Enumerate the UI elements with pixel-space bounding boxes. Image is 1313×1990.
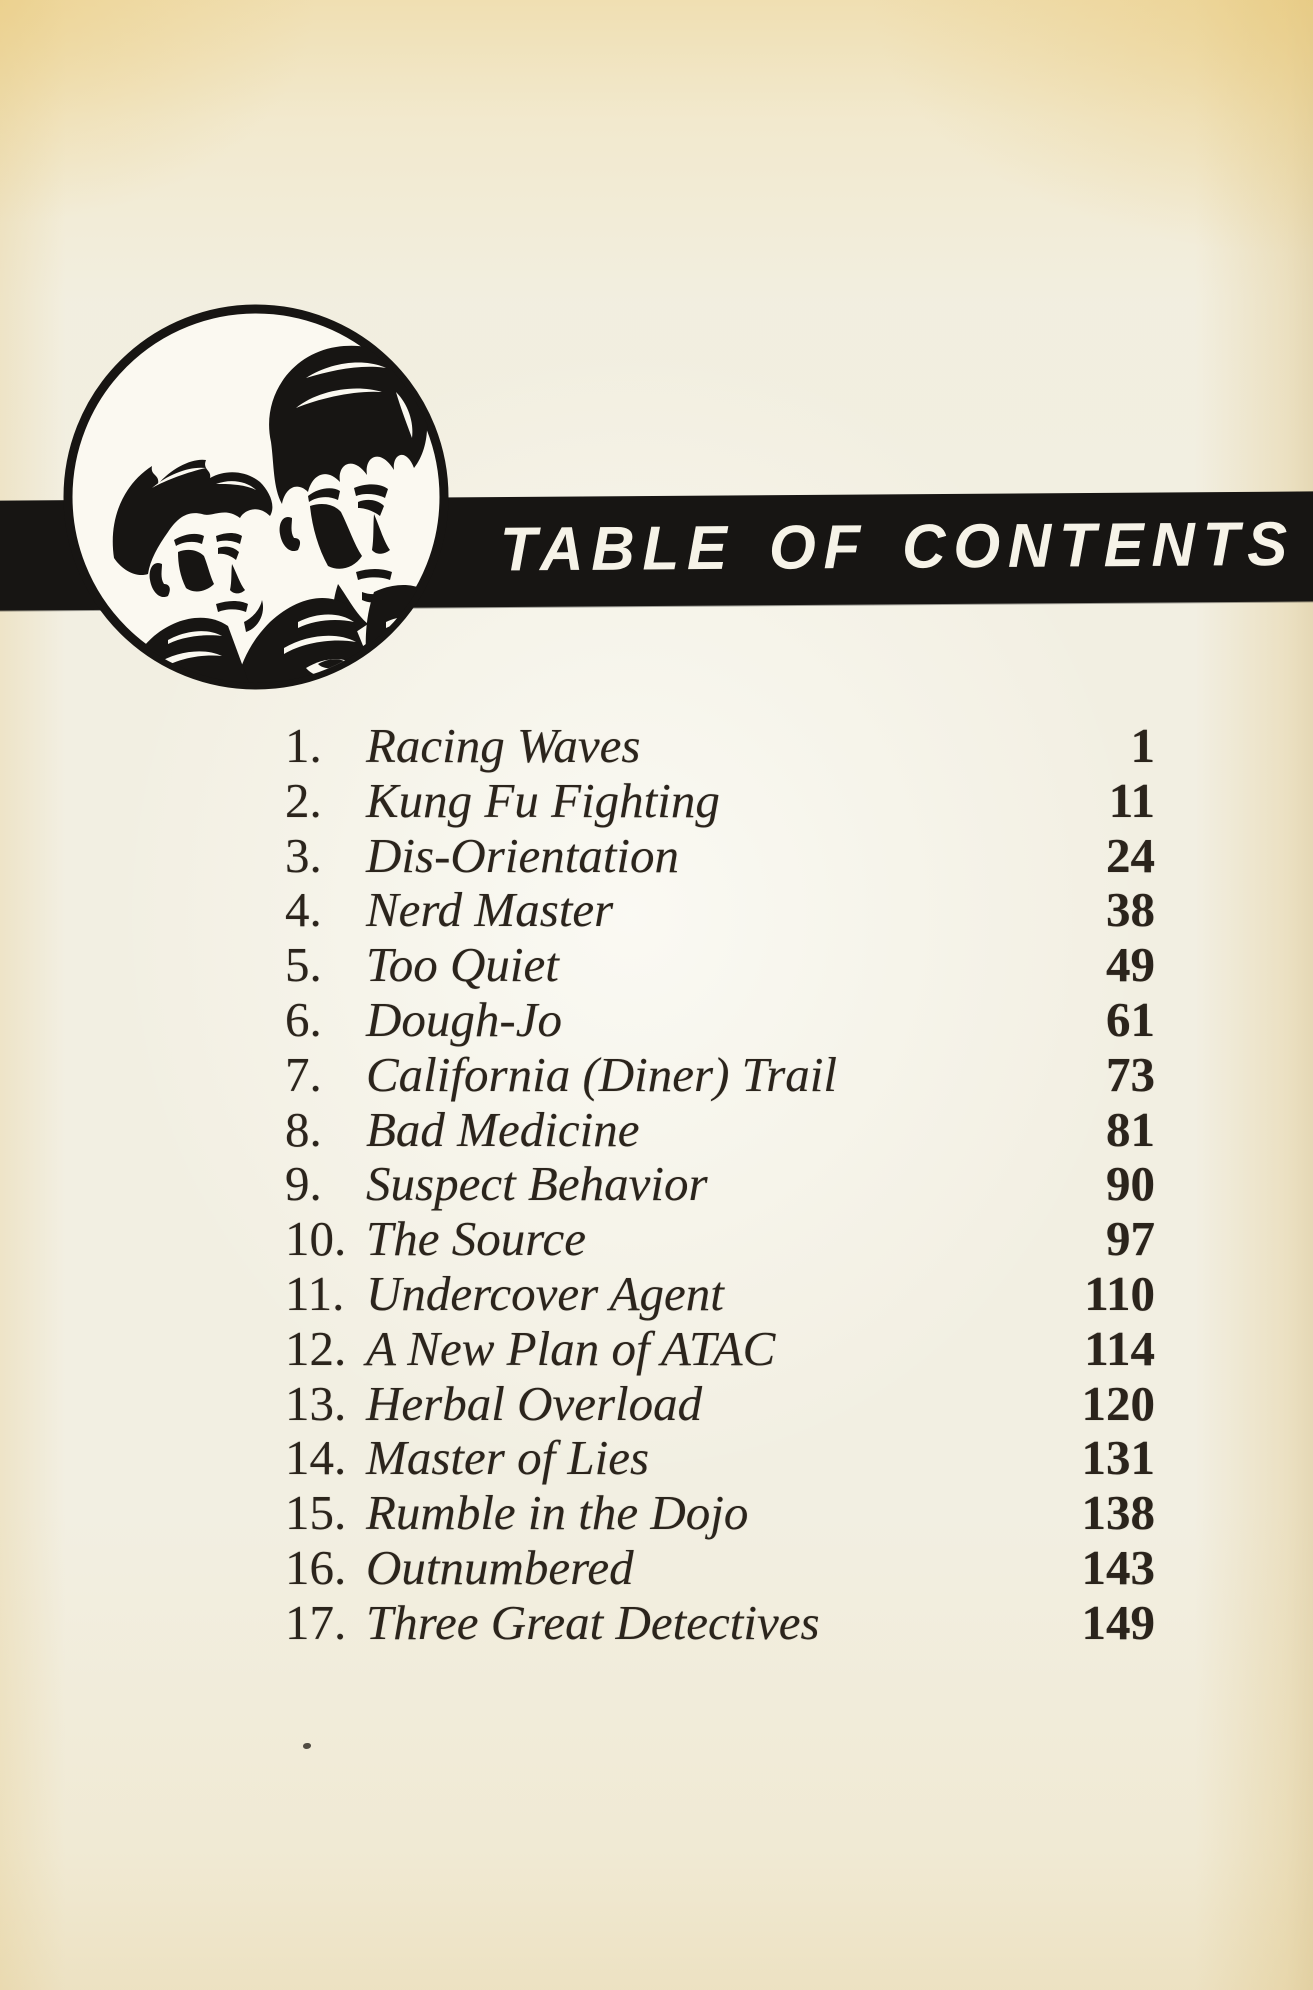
chapter-page-number: 138 [1081,1485,1155,1541]
chapter-number: 8. [285,1101,322,1157]
chapter-number: 6. [285,991,322,1047]
chapter-number: 4. [285,882,322,938]
chapter-page-number: 143 [1081,1539,1155,1595]
chapter-number: 17. [285,1594,347,1650]
toc-row [285,774,1155,829]
chapter-title: A New Plan of ATAC [366,1320,776,1376]
chapter-page-number: 38 [1106,882,1155,938]
chapter-page-number: 131 [1081,1430,1155,1486]
chapter-title: Too Quiet [366,937,559,993]
chapter-page-number: 114 [1084,1320,1155,1376]
chapter-title: Suspect Behavior [366,1156,708,1212]
chapter-page-number: 110 [1084,1265,1155,1321]
chapter-title: California (Diner) Trail [366,1046,838,1102]
chapter-number: 7. [285,1046,322,1102]
toc-row [285,883,1155,938]
chapter-title: The Source [366,1211,586,1267]
chapter-page-number: 11 [1108,772,1155,828]
chapter-title: Outnumbered [366,1539,634,1595]
toc-row [285,829,1155,884]
toc-row [285,1048,1155,1103]
chapter-number: 3. [285,827,322,883]
chapter-number: 15. [285,1485,347,1541]
two-boys-illustration [56,292,456,702]
chapter-title: Nerd Master [366,882,614,938]
chapter-number: 1. [285,718,322,773]
toc-row [285,719,1155,774]
chapter-number: 13. [285,1375,347,1431]
toc-row [285,1596,1155,1651]
toc-row [285,1541,1155,1596]
chapter-page-number: 49 [1106,937,1155,993]
chapter-title: Three Great Detectives [366,1594,820,1650]
chapter-number: 12. [285,1320,347,1376]
chapter-title: Dough-Jo [366,991,562,1047]
toc-row [285,1212,1155,1267]
chapter-number: 10. [285,1211,347,1267]
chapter-page-number: 90 [1106,1156,1155,1212]
table-of-contents-list [285,719,1155,1651]
toc-row [285,1267,1155,1322]
chapter-page-number: 24 [1106,827,1155,883]
toc-row [285,1157,1155,1212]
chapter-title: Racing Waves [366,718,641,773]
chapter-number: 14. [285,1430,347,1486]
chapter-title: Kung Fu Fighting [366,772,720,828]
chapter-page-number: 81 [1106,1101,1155,1157]
chapter-title: Herbal Overload [366,1375,703,1431]
chapter-page-number: 149 [1081,1594,1155,1650]
toc-row [285,1377,1155,1432]
chapter-title: Undercover Agent [366,1265,724,1321]
chapter-page-number: 73 [1106,1046,1155,1102]
chapter-title: Master of Lies [366,1430,650,1486]
chapter-number: 5. [285,937,322,993]
chapter-number: 11. [285,1265,345,1321]
chapter-title: Rumble in the Dojo [366,1485,749,1541]
ink-speck [303,1743,311,1749]
toc-row [285,993,1155,1048]
chapter-page-number: 120 [1081,1375,1155,1431]
chapter-title: Bad Medicine [366,1101,640,1157]
chapter-number: 9. [285,1156,322,1212]
chapter-number: 2. [285,772,322,828]
toc-row [285,938,1155,993]
chapter-page-number: 97 [1106,1211,1155,1267]
page-title: TABLE OF CONTENTS [499,509,1296,585]
chapter-page-number: 61 [1106,991,1155,1047]
chapter-page-number: 1 [1130,718,1155,773]
chapter-title: Dis-Orientation [366,827,680,883]
toc-row [285,1431,1155,1486]
toc-row [285,1486,1155,1541]
toc-row [285,1322,1155,1377]
chapter-number: 16. [285,1539,347,1595]
toc-row [285,1103,1155,1158]
